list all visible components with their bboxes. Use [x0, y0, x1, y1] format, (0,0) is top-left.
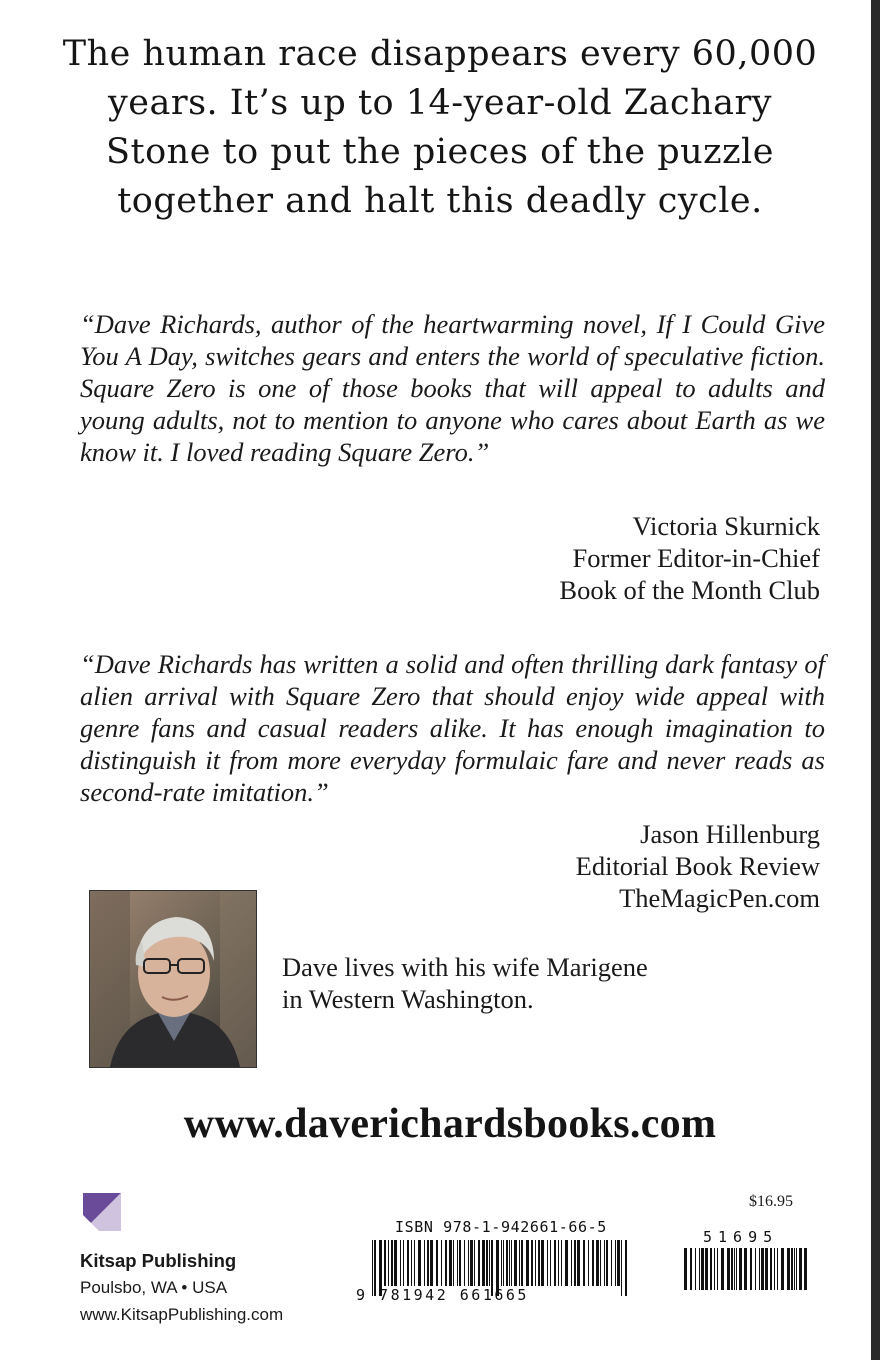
barcode-bar [750, 1248, 752, 1290]
barcode-bar [418, 1240, 421, 1286]
barcode-bar [514, 1240, 517, 1286]
barcode-bar [774, 1248, 775, 1290]
barcode-bar [710, 1248, 712, 1290]
price-barcode [684, 1248, 810, 1300]
barcode-bar [583, 1240, 585, 1286]
reviewer-name: Jason Hillenburg [640, 819, 820, 849]
barcode-bar [592, 1240, 594, 1286]
barcode-bar [414, 1240, 415, 1286]
barcode-bar [717, 1248, 718, 1290]
review-attribution-2 [420, 818, 820, 914]
barcode-bar [531, 1240, 533, 1286]
barcode-bar [734, 1248, 735, 1290]
tagline [60, 30, 820, 226]
barcode-bar [459, 1240, 461, 1286]
barcode-bar [615, 1240, 616, 1286]
barcode-bar [690, 1248, 692, 1290]
spine-edge [871, 0, 880, 1360]
reviewer-name: Victoria Skurnick [632, 511, 820, 541]
barcode-bar [721, 1248, 724, 1290]
barcode-bar [736, 1248, 737, 1290]
barcode-bar [714, 1248, 715, 1290]
barcode-bar [449, 1240, 452, 1286]
barcode-bar [474, 1240, 475, 1286]
barcode-bar [761, 1248, 764, 1290]
barcode-bar [391, 1240, 393, 1286]
barcode-bar [684, 1248, 687, 1290]
barcode-bar [621, 1240, 622, 1296]
barcode-bar [400, 1240, 401, 1286]
price: $16.95 [749, 1193, 793, 1210]
barcode-bar [445, 1240, 447, 1286]
barcode-bar [727, 1248, 730, 1290]
barcode-bar [482, 1240, 485, 1286]
barcode-bar [625, 1240, 627, 1296]
barcode-digits: 9 781942 661665 [356, 1286, 529, 1304]
barcode-bar [486, 1240, 488, 1286]
tagline-line: years. It’s up to 14-year-old Zachary [107, 83, 772, 123]
barcode-bar [695, 1248, 696, 1290]
barcode-bar [427, 1240, 429, 1286]
publisher-location: Poulsbo, WA • USA [80, 1278, 228, 1297]
barcode-bar [550, 1240, 551, 1286]
publisher-name: Kitsap Publishing [80, 1250, 237, 1271]
barcode-bar [384, 1240, 386, 1286]
barcode-bar [535, 1240, 536, 1286]
barcode-bar [744, 1248, 747, 1290]
barcode-bar [538, 1240, 540, 1286]
barcode-bar [596, 1240, 599, 1286]
barcode-bar [394, 1240, 397, 1286]
barcode-bar [468, 1240, 469, 1286]
kitsap-logo-icon [83, 1193, 121, 1231]
barcode-bar [541, 1240, 544, 1286]
barcode-bar [604, 1240, 605, 1286]
tagline-line: together and halt this deadly cycle. [117, 181, 763, 221]
barcode-bar [574, 1240, 576, 1286]
barcode-bar [571, 1240, 572, 1286]
barcode-bar [403, 1240, 404, 1286]
barcode-bar [511, 1240, 512, 1286]
author-portrait-icon [90, 891, 256, 1067]
barcode-bar [470, 1240, 473, 1286]
barcode-bar [611, 1240, 612, 1286]
barcode-bar [796, 1248, 797, 1290]
reviewer-org: Book of the Month Club [559, 575, 820, 605]
barcode-bar [617, 1240, 620, 1286]
barcode-bar [791, 1248, 793, 1290]
barcode-bar [770, 1248, 772, 1290]
review-attribution-1 [420, 510, 820, 606]
barcode-bar [739, 1248, 742, 1290]
barcode-bar [787, 1248, 790, 1290]
reviewer-title: Editorial Book Review [575, 851, 820, 881]
barcode-bar [453, 1240, 454, 1286]
barcode-bar [547, 1240, 548, 1286]
barcode-bar [731, 1248, 733, 1290]
barcode-bar [759, 1248, 760, 1290]
barcode-bar [407, 1240, 409, 1286]
barcode-bar [565, 1240, 568, 1286]
barcode-bar [558, 1240, 559, 1286]
barcode-bar [554, 1240, 556, 1286]
publisher-block [80, 1248, 283, 1328]
publisher-url: www.KitsapPublishing.com [80, 1305, 284, 1324]
barcode-bar [457, 1240, 458, 1286]
barcode-bar [755, 1248, 756, 1290]
tagline-line: The human race disappears every 60,000 [62, 34, 818, 74]
barcode-bar [424, 1240, 425, 1286]
barcode-bar [804, 1248, 807, 1290]
barcode-bar [478, 1240, 480, 1286]
barcode-bar [506, 1240, 508, 1286]
barcode-bar [526, 1240, 529, 1286]
barcode-bar [588, 1240, 589, 1286]
barcode-bar [701, 1248, 704, 1290]
barcode-bar [519, 1240, 520, 1286]
barcode-bar [388, 1240, 389, 1286]
barcode-bar [436, 1240, 438, 1286]
barcode-bar [765, 1248, 768, 1290]
author-bio [282, 951, 762, 1015]
barcode-bar [794, 1248, 795, 1290]
price-addon-digits: 51695 [703, 1228, 779, 1246]
barcode-bar [509, 1240, 510, 1286]
barcode-bar [561, 1240, 562, 1286]
reviewer-title: Former Editor-in-Chief [572, 543, 820, 573]
barcode-bar [441, 1240, 442, 1286]
author-bio-line: Dave lives with his wife Marigene [282, 952, 648, 982]
barcode-bar [464, 1240, 465, 1286]
review-quote-1: “Dave Richards, author of the heartwarming novel, If I Could Give You A Day, switches gears and enters the world of speculative fiction. Square Zero is one of those books that will appeal to adults and young adults, not to mention to anyone who cares about Earth as we know it. I loved reading Square Zero.” [80, 309, 825, 467]
tagline-line: Stone to put the pieces of the puzzle [106, 132, 774, 172]
barcode-bar [781, 1248, 784, 1290]
barcode-bar [606, 1240, 608, 1286]
barcode-bar [501, 1240, 502, 1286]
barcode-bar [777, 1248, 778, 1290]
reviewer-org: TheMagicPen.com [619, 883, 820, 913]
barcode-bar [699, 1248, 700, 1290]
author-bio-line: in Western Washington. [282, 984, 534, 1014]
barcode-bar [521, 1240, 523, 1286]
barcode-bar [799, 1248, 802, 1290]
barcode-bar [705, 1248, 708, 1290]
barcode-bar [489, 1240, 490, 1286]
barcode-bar [600, 1240, 601, 1286]
barcode-bar [430, 1240, 433, 1286]
isbn-label: ISBN 978-1-942661-66-5 [395, 1218, 607, 1236]
barcode-bar [577, 1240, 580, 1286]
author-website: www.daverichardsbooks.com [183, 1101, 717, 1147]
author-photo [89, 890, 257, 1068]
barcode-bar [503, 1240, 504, 1286]
barcode-bar [411, 1240, 412, 1286]
review-quote-2: “Dave Richards has written a solid and often thrilling dark fantasy of alien arrival with Square Zero that should enjoy wide appeal with genre fans and casual readers alike. It has enough imagination to distinguish it from more everyday formulaic fare and never reads as second-rate imitation.” [80, 649, 825, 807]
